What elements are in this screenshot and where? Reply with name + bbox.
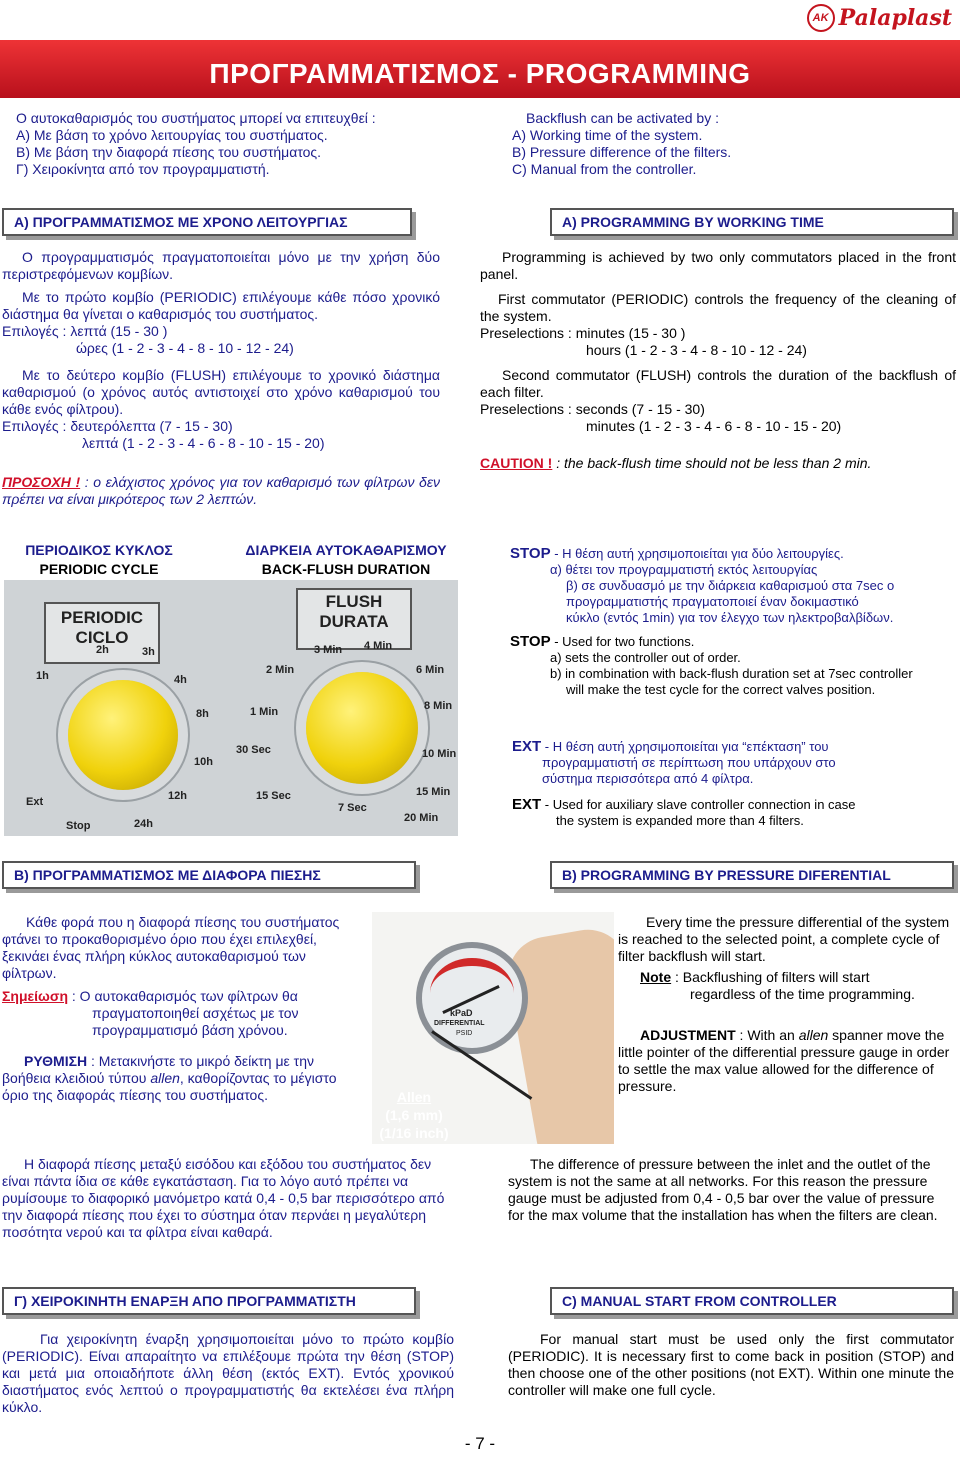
flush-dial-label: 2 Min [266, 664, 295, 676]
section-a-header-en: A) PROGRAMMING BY WORKING TIME [550, 208, 954, 236]
periodic-dial-label: 10h [194, 756, 213, 768]
note-text-en: regardless of the time programming. [690, 986, 915, 1002]
note-text: : Ο αυτοκαθαρισμός των φίλτρων θα [68, 988, 298, 1004]
flush-duration-label [226, 542, 466, 578]
section-a-header-gr: Α) ΠΡΟΓΡΑΜΜΑΤΙΣΜΟΣ ΜΕ ΧΡΟΝΟ ΛΕΙΤΟΥΡΓΙΑΣ [2, 208, 412, 236]
periodic-title: PERIODIC CICLO [60, 608, 144, 647]
note-text-en: : Backflushing of filters will start [671, 969, 870, 985]
section-b-english-text [618, 914, 954, 1095]
paragraph: Με το πρώτο κομβίο (PERIODIC) επιλέγουμε κάθε πόσο χρονικό διάστημα θα γίνεται ο καθαρισμός του συστήματος. [2, 289, 440, 322]
flush-label-gr: ΔΙΑΡΚΕΙΑ ΑΥΤΟΚΑΘΑΡΙΣΜΟΥ [245, 542, 447, 558]
intro-en-line: B) Pressure difference of the filters. [512, 144, 732, 160]
adjust-text: , καθορίζοντας το μέγιστο όριο της διαφοράς πίεσης του συστήματος. [2, 1070, 337, 1103]
paragraph: λεπτά (1 - 2 - 3 - 4 - 6 - 8 - 10 - 15 - 20) [82, 435, 325, 451]
intro-gr-line: Β) Με βάση την διαφορά πίεσης του συστήματος. [16, 144, 322, 160]
intro-en-line: A) Working time of the system. [512, 127, 703, 143]
section-c-english-text [508, 1331, 954, 1399]
flush-dial-label: 20 Min [404, 812, 439, 824]
periodic-label-en: PERIODIC CYCLE [39, 561, 159, 577]
flush-label-en: BACK-FLUSH DURATION [261, 561, 431, 577]
stop-gr-line: προγραμματιστής πραγματοποιεί έναν δοκιμαστικό [566, 594, 859, 609]
flush-dial-label: 8 Min [424, 700, 453, 712]
section-b-greek-text [2, 914, 350, 1104]
paragraph: Για χειροκίνητη έναρξη χρησιμοποιείται μόνο το πρώτο κομβίο (PERIODIC). Είναι απαραίτητο να επιλέξουμε πρώτα την θέση (STOP) και μετά μια οποιαδήποτε άλλη θέση (εκτός EXT). Εντός χρονικού διαστήματος ενός λεπτού ο προγραμματιστής θα εκτελέσει ένα πλήρη κύκλο. [2, 1331, 454, 1415]
flush-dial-label: 15 Min [416, 786, 451, 798]
flush-dial-label: 10 Min [422, 748, 457, 760]
intro-en-line: C) Manual from the controller. [512, 161, 697, 177]
intro-en-line: Backflush can be activated by : [526, 110, 719, 126]
flush-dial-label: 30 Sec [236, 744, 271, 756]
gauge-dial [416, 942, 528, 1054]
flush-dial-label: 1 Min [250, 706, 279, 718]
note-text: πραγματοποιηθεί ασχέτως με τον [92, 1005, 299, 1021]
caution-gr [2, 474, 440, 508]
periodic-dial-label: Stop [66, 820, 91, 832]
ext-label-gr: EXT [512, 738, 542, 755]
ak-logo-mark: AK [807, 4, 835, 32]
stop-gr-line: α) θέτει τον προγραμματιστή εκτός λειτουργίας [550, 562, 818, 577]
paragraph: For manual start must be used only the first commutator (PERIODIC). It is necessary first to come back in position (STOP) and then choose one of the other positions (not EXT). Within one minute the controller will make one full cycle. [508, 1331, 954, 1398]
palaplast-logo [807, 2, 952, 34]
paragraph: Ο προγραμματισμός πραγματοποιείται μόνο με την χρήση δύο περιστρεφόμενων κομβίων. [2, 249, 440, 282]
paragraph: hours (1 - 2 - 3 - 4 - 8 - 10 - 12 - 24) [586, 342, 807, 358]
section-a-english-text [480, 249, 956, 472]
stop-label-gr: STOP [510, 545, 551, 562]
intro-gr-line: Ο αυτοκαθαρισμός του συστήματος μπορεί να επιτευχθεί : [16, 110, 376, 126]
section-a-greek-text [2, 249, 440, 508]
ext-description [512, 739, 952, 829]
caution-label: ΠΡΟΣΟΧΗ ! [2, 474, 81, 490]
allen-caption-line: (1,6 mm) [385, 1107, 443, 1123]
flush-title: FLUSH DURATA [319, 592, 389, 631]
paragraph: Second commutator (FLUSH) controls the duration of the backflush of each filter. [480, 367, 956, 400]
section-c-header-gr: Γ) ΧΕΙΡΟΚΙΝΗΤΗ ΕΝΑΡΞΗ ΑΠΟ ΠΡΟΓΡΑΜΜΑΤΙΣΤΗ [2, 1287, 416, 1315]
allen-caption [372, 1088, 456, 1142]
stop-en-intro: - Used for two functions. [550, 634, 695, 649]
periodic-dial-label: 8h [196, 708, 209, 720]
periodic-dial-label: 2h [96, 644, 109, 656]
hand-image [502, 923, 614, 1144]
flush-dial-label: 4 Min [364, 640, 393, 652]
page-title: ΠΡΟΓΡΑΜΜΑΤΙΣΜΟΣ - PROGRAMMING [209, 58, 751, 89]
stop-en-line: b) in combination with back-flush duration set at 7sec controller [550, 666, 913, 681]
paragraph: First commutator (PERIODIC) controls the frequency of the cleaning of the system. [480, 291, 956, 324]
gauge-text: PSID [456, 1030, 473, 1037]
paragraph: ώρες (1 - 2 - 3 - 4 - 8 - 10 - 12 - 24) [76, 340, 294, 356]
flush-dial-label: 7 Sec [338, 802, 367, 814]
paragraph: Programming is achieved by two only commutators placed in the front panel. [480, 249, 956, 282]
allen-caption-line: Allen [396, 1089, 432, 1105]
adjustment-text: : With an [735, 1027, 799, 1043]
adjust-text: : Μετακινήστε το μικρό δείκτη με την βοήθεια κλειδιού τύπου [2, 1053, 314, 1086]
paragraph: minutes (1 - 2 - 3 - 4 - 6 - 8 - 10 - 15 - 20) [586, 418, 842, 434]
stop-en-line: a) sets the controller out of order. [550, 650, 741, 665]
paragraph: Κάθε φορά που η διαφορά πίεσης του συστήματος φτάνει το προκαθορισμένο όριο που έχει επιλεχθεί, ξεκινάει ένας πλήρη κύκλος αυτοκαθαρισμού των φίλτρων. [2, 914, 340, 981]
flush-dial-label: 6 Min [416, 664, 445, 676]
paragraph: Με το δεύτερο κομβίο (FLUSH) επιλέγουμε το χρονικό διάστημα καθαρισμού (ο χρόνος αυτός αντιστοιχεί στο χρόνο καθαρισμού του κάθε ενός φίλτρου). [2, 367, 440, 417]
section-c-greek-text [2, 1331, 454, 1416]
intro-greek [16, 110, 456, 178]
paragraph: Η διαφορά πίεσης μεταξύ εισόδου και εξόδου του συστήματος δεν είναι πάντα ίδια σε κάθε εγκατάσταση. Για το λόγο αυτό πρέπει να ρυμίσουμε το διαφορικό μανόμετρο κατά 0,4 - 0,5 bar περισσότερο από την διαφορά πίεσης που έχει το σύστημα όταν περνάει η μεγαλύτερη ποσότητα νερού και τα φίλτρα είναι καθαρά. [2, 1156, 445, 1240]
stop-label-en: STOP [510, 633, 551, 650]
section-b-greek-text-2 [2, 1156, 450, 1241]
stop-en-line: will make the test cycle for the correct valves position. [566, 682, 876, 697]
periodic-label-gr: ΠΕΡΙΟΔΙΚΟΣ ΚΥΚΛΟΣ [25, 542, 173, 558]
caution-label: CAUTION ! [480, 455, 553, 471]
ext-gr-line: σύστημα περισσότερα από 4 φίλτρα. [542, 771, 754, 786]
section-b-english-text-2 [508, 1156, 954, 1224]
flush-knob[interactable] [306, 672, 418, 784]
paragraph: Preselections : seconds (7 - 15 - 30) [480, 401, 705, 417]
periodic-knob[interactable] [68, 680, 178, 790]
caution-text: : the back-flush time should not be less than 2 min. [552, 455, 872, 471]
adjustment-label: ADJUSTMENT [640, 1027, 736, 1043]
controller-photo [4, 580, 458, 836]
intro-gr-line: Γ) Χειροκίνητα από τον προγραμματιστή. [16, 161, 270, 177]
gauge-unit: kPaD [450, 1008, 473, 1018]
allen-word-en: allen [798, 1027, 829, 1043]
caution-text: : ο ελάχιστος χρόνος για τον καθαρισμό των φίλτρων δεν πρέπει να είναι μικρότερος των 2 λεπτών. [2, 474, 440, 507]
allen-caption-line: (1/16 inch) [379, 1125, 449, 1141]
paragraph: The difference of pressure between the inlet and the outlet of the system is not the same at all networks. For this reason the pressure gauge must be adjusted from 0,4 - 0,5 bar over the value of pressure for the max volume that the installation has when the filters are clean. [508, 1156, 938, 1223]
section-b-header-en: B) PROGRAMMING BY PRESSURE DIFERENTIAL [550, 861, 954, 889]
page-number: - 7 - [464, 1434, 496, 1453]
brand-name: Palaplast [838, 5, 952, 31]
periodic-dial-label: 12h [168, 790, 187, 802]
ext-gr-line: - Η θέση αυτή χρησιμοποιείται για “επέκταση” του [541, 739, 829, 754]
flush-dial-label: 15 Sec [256, 790, 291, 802]
ext-label-en: EXT [512, 796, 542, 813]
ext-en-line: - Used for auxiliary slave controller connection in case [541, 797, 856, 812]
section-c-header-en: C) MANUAL START FROM CONTROLLER [550, 1287, 954, 1315]
paragraph: Preselections : minutes (15 - 30 ) [480, 325, 686, 341]
periodic-dial-label: 24h [134, 818, 153, 830]
stop-gr-line: κύκλο (εντός 1min) για τον έλεγχο των ηλεκτροβαλβίδων. [566, 610, 894, 625]
gauge-text: DIFFERENTIAL [434, 1020, 485, 1027]
periodic-dial-label: 4h [174, 674, 187, 686]
paragraph: Επιλογές : λεπτά (15 - 30 ) [2, 323, 168, 339]
section-b-header-gr: Β) ΠΡΟΓΡΑΜΜΑΤΙΣΜΟΣ ΜΕ ΔΙΑΦΟΡΑ ΠΙΕΣΗΣ [2, 861, 416, 889]
periodic-dial-label: 3h [142, 646, 155, 658]
periodic-dial-label: Ext [26, 796, 44, 808]
allen-word: allen [150, 1070, 180, 1086]
note-label: Σημείωση [2, 988, 69, 1004]
flush-dial-label: 3 Min [314, 644, 343, 656]
caution-en [480, 455, 956, 472]
periodic-cycle-label [4, 542, 194, 578]
adjust-label: ΡΥΘΜΙΣΗ [24, 1053, 88, 1069]
paragraph: Επιλογές : δευτερόλεπτα (7 - 15 - 30) [2, 418, 233, 434]
ext-en-line: the system is expanded more than 4 filters. [556, 813, 804, 828]
pressure-gauge-photo [372, 912, 614, 1144]
note-label-en: Note [640, 969, 672, 985]
stop-description [510, 546, 960, 698]
adjustment-text: spanner move the little pointer of the differential pressure gauge in order to settle the max value allowed for the difference of pressure. [618, 1027, 950, 1094]
paragraph: Every time the pressure differential of the system is reached to the selected point, a complete cycle of filter backflush will start. [618, 914, 950, 964]
intro-english [512, 110, 932, 178]
note-text: προγραμματισμό βάση χρόνου. [92, 1022, 288, 1038]
stop-gr-intro: - Η θέση αυτή χρησιμοποιείται για δύο λειτουργίες. [550, 546, 844, 561]
periodic-dial-label: 1h [36, 670, 49, 682]
stop-gr-line: β) σε συνδυασμό με την διάρκεια καθαρισμού στα 7sec ο [566, 578, 895, 593]
ext-gr-line: προγραμματιστή σε περίπτωση που υπάρχουν στο [542, 755, 836, 770]
intro-gr-line: Α) Με βάση το χρόνο λειτουργίας του συστήματος. [16, 127, 328, 143]
